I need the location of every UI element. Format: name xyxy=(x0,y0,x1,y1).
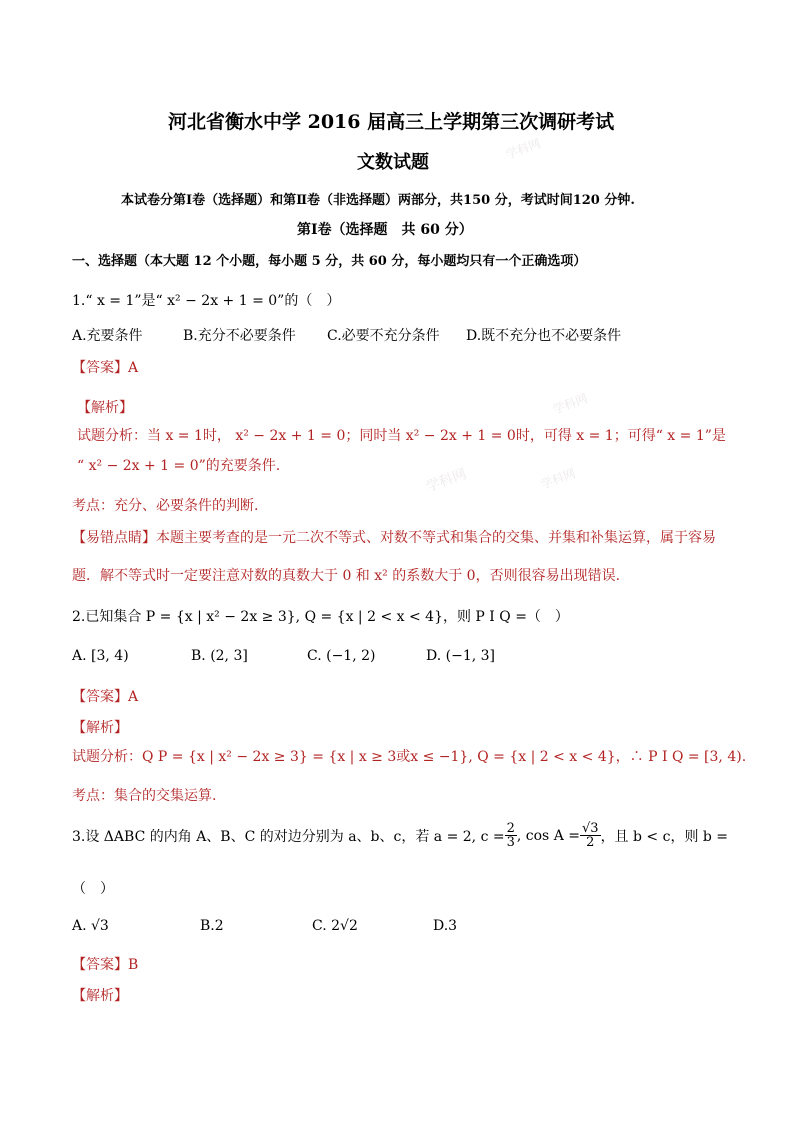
q1-knowledge-point: 考点：充分、必要条件的判断. xyxy=(72,498,259,514)
q1-analysis-label: 【解析】 xyxy=(77,400,133,416)
q1-analysis-line1: 试题分析：当 x = 1时， x² − 2x + 1 = 0；同时当 x² − 2x + 1 = 0时，可得 x = 1；可得“ x = 1”是 xyxy=(77,428,726,444)
q3-answer: 【答案】B xyxy=(72,957,139,973)
q2-option-c: C. (−1, 2) xyxy=(307,648,376,664)
q3-fraction-c-numerator: 2 xyxy=(506,821,515,836)
q2-option-b: B. (2, 3] xyxy=(191,648,248,664)
q1-option-d: D.既不充分也不必要条件 xyxy=(466,328,622,344)
section-heading: 一、选择题（本大题 12 个小题，每小题 5 分，共 60 分，每小题均只有一个正确选项） xyxy=(72,254,587,269)
q1-stem: 1.“ x = 1”是“ x² − 2x + 1 = 0”的（ ） xyxy=(72,293,341,309)
q3-stem-part-c: ，且 b < c，则 b = xyxy=(600,828,729,845)
q1-tip-line1: 【易错点睛】本题主要考查的是一元二次不等式、对数不等式和集合的交集、并集和补集运算，属于容易 xyxy=(72,530,716,546)
q3-option-a: A. √3 xyxy=(72,918,109,934)
q3-fraction-c-denominator: 3 xyxy=(506,835,515,850)
q3-fraction-cos xyxy=(580,822,601,849)
q1-option-b: B.充分不必要条件 xyxy=(183,328,296,344)
q3-option-b: B.2 xyxy=(200,918,224,934)
q3-stem-part-b: , cos A = xyxy=(516,827,580,844)
q3-stem xyxy=(72,822,728,849)
q2-analysis-label: 【解析】 xyxy=(72,720,128,736)
q3-fraction-c xyxy=(505,822,517,849)
q1-tip-line2: 题．解不等式时一定要注意对数的真数大于 0 和 x² 的系数大于 0，否则很容易出现错误. xyxy=(72,568,621,584)
exam-intro: 本试卷分第Ⅰ卷（选择题）和第Ⅱ卷（非选择题）两部分，共150 分，考试时间120 分钟. xyxy=(121,193,635,208)
watermark-logo: 学科网 xyxy=(503,136,543,162)
watermark-logo: 学科网 xyxy=(538,466,578,492)
q2-analysis: 试题分析：Q P = {x | x² − 2x ≥ 3} = {x | x ≥ 3或x ≤ −1}, Q = {x | 2 < x < 4}，∴ P I Q = [3, 4). xyxy=(72,749,747,765)
document-title: 河北省衡水中学 2016 届高三上学期第三次调研考试 xyxy=(168,111,615,133)
q1-option-a: A.充要条件 xyxy=(72,328,143,344)
q1-analysis-line2: “ x² − 2x + 1 = 0”的充要条件. xyxy=(77,458,281,474)
q3-stem-part-a: 3.设 ΔABC 的内角 A、B、C 的对边分别为 a、b、c，若 a = 2, c = xyxy=(72,828,505,845)
q1-answer: 【答案】A xyxy=(72,360,139,376)
q1-option-c: C.必要不充分条件 xyxy=(327,328,440,344)
part-heading: 第Ⅰ卷（选择题 共 60 分） xyxy=(297,222,473,238)
q3-fraction-cos-denominator: 2 xyxy=(586,835,595,850)
q3-paren: （ ） xyxy=(72,881,114,897)
q3-fraction-cos-numerator: √3 xyxy=(582,821,599,836)
q2-stem: 2.已知集合 P = {x | x² − 2x ≥ 3}, Q = {x | 2 < x < 4}，则 P I Q =（ ） xyxy=(72,609,569,625)
q3-option-c: C. 2√2 xyxy=(312,918,358,934)
q2-option-a: A. [3, 4) xyxy=(72,648,129,664)
watermark-logo: 学科网 xyxy=(423,466,469,496)
watermark-logo: 学科网 xyxy=(550,391,590,417)
q2-knowledge-point: 考点：集合的交集运算. xyxy=(72,788,217,804)
q2-option-d: D. (−1, 3] xyxy=(426,648,495,664)
q2-answer: 【答案】A xyxy=(72,689,139,705)
document-subtitle: 文数试题 xyxy=(357,152,429,173)
q3-option-d: D.3 xyxy=(433,918,458,934)
q3-analysis-label: 【解析】 xyxy=(72,988,128,1004)
